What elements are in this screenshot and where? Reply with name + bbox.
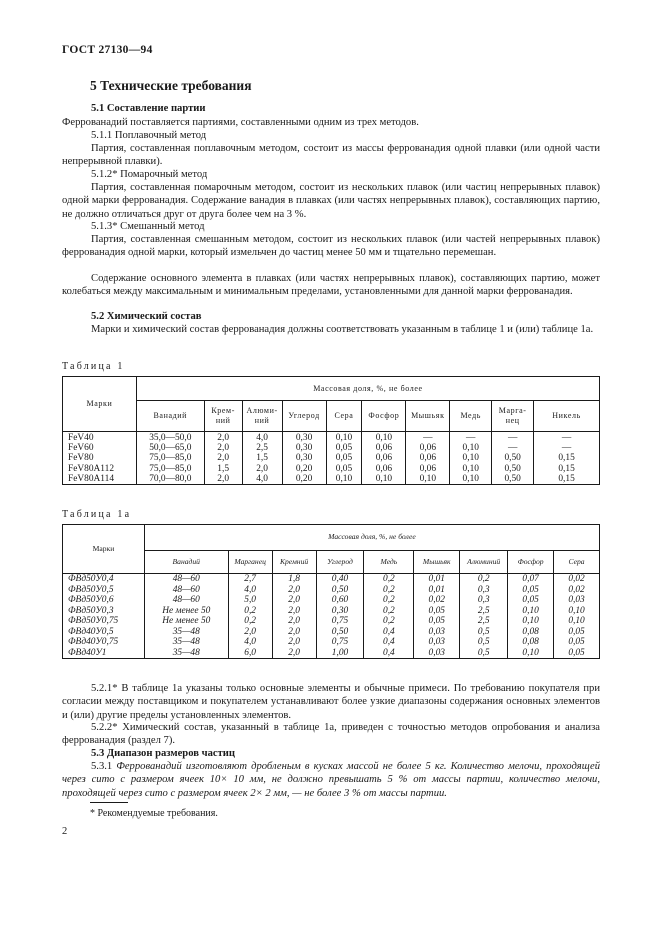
table-1-value-cell: 0,10	[450, 453, 492, 463]
table-1-value-cell: 2,0	[204, 443, 242, 453]
paragraph-5-2-2: 5.2.2* Химический состав, указанный в таблице 1а, приведен с точностью методов опробования и анализа феррованадия (раздел 7).	[62, 722, 600, 747]
table-1a-value-cell: 35—48	[144, 627, 228, 638]
table-1a-mark-cell: ФВд40У0,75	[63, 637, 145, 648]
paragraph-5-1-1: Партия, составленная поплавочным методом, состоит из массы феррованадия одной плавки (или одной части непрерывной плавки).	[62, 143, 600, 168]
subsection-title-5-1-1: 5.1.1 Поплавочный метод	[91, 130, 207, 141]
table-1-column-header: Никель	[534, 401, 600, 432]
table-1a-value-cell: 0,01	[414, 585, 460, 596]
table-1a-value-cell: 4,0	[228, 637, 272, 648]
table-row	[63, 595, 600, 606]
table-1a-value-cell: 0,2	[364, 574, 414, 585]
table-1a-value-cell: 0,05	[414, 606, 460, 617]
table-1a-value-cell: 0,2	[228, 616, 272, 627]
table-1-value-cell: 0,10	[450, 464, 492, 474]
table-1-value-cell: 0,10	[362, 474, 406, 485]
table-1a-value-cell: 0,4	[364, 627, 414, 638]
table-1a-mark-cell: ФВд50У0,5	[63, 585, 145, 596]
table-1-value-cell: 0,30	[282, 443, 326, 453]
table-1-value-cell: 0,20	[282, 464, 326, 474]
table-1-value-cell: 35,0—50,0	[136, 432, 204, 444]
table-1a-value-cell: 2,0	[228, 627, 272, 638]
paragraph-5-1-2: Партия, составленная помарочным методом, состоит из нескольких плавок (или частиц непрерывных плавок) одной марки феррованадия. Содержание ванадия в плавках (или частях непрерывных плавок), составляющих партию, не должно отличаться друг от друга более чем на 3 %.	[62, 182, 600, 220]
table-1a-value-cell: 0,03	[414, 648, 460, 659]
table-1a-value-cell: Не менее 50	[144, 616, 228, 627]
table-1a-value-cell: 0,10	[554, 616, 600, 627]
paragraph-5-3-1-text: Феррованадий изготовляют дробленым в кусках массой не более 5 кг. Количество мелочи, проходящей через сито с размером ячеек 10× 10 мм, не должно превышать 5 % от массы партии, количество мелочи, проходящей через сито с размером ячеек 2× 2 мм, — не более 3 % от массы партии.	[62, 761, 600, 799]
table-row	[63, 648, 600, 659]
table-1-value-cell: 0,06	[406, 464, 450, 474]
table-1-marks-header: Марки	[63, 377, 137, 432]
table-1	[62, 376, 600, 485]
table-1-value-cell: 75,0—85,0	[136, 464, 204, 474]
table-1a-caption: Таблица 1а	[62, 509, 132, 520]
table-1-value-cell: 1,5	[204, 464, 242, 474]
table-1a-value-cell: 0,03	[414, 637, 460, 648]
table-1-column-header: Алюми- ний	[242, 401, 282, 432]
table-row	[63, 627, 600, 638]
table-1-value-cell: 0,50	[492, 464, 534, 474]
table-1-value-cell: 4,0	[242, 432, 282, 444]
table-1a-value-cell: 0,3	[460, 595, 508, 606]
table-1a-value-cell: 48—60	[144, 585, 228, 596]
table-1a	[62, 524, 600, 659]
table-1a-value-cell: 0,08	[508, 637, 554, 648]
table-1-value-cell: 0,10	[450, 474, 492, 485]
table-1-value-cell: 0,10	[406, 474, 450, 485]
table-1a-value-cell: 0,50	[316, 627, 364, 638]
table-1a-value-cell: 0,02	[554, 585, 600, 596]
table-1-value-cell: 0,05	[326, 443, 362, 453]
table-1a-value-cell: 0,02	[414, 595, 460, 606]
table-1a-value-cell: 2,0	[272, 606, 316, 617]
subsection-title-5-1-2: 5.1.2* Помарочный метод	[91, 169, 208, 180]
table-1a-value-cell: 0,10	[508, 648, 554, 659]
table-1-value-cell: 0,10	[326, 474, 362, 485]
table-1-value-cell: —	[492, 443, 534, 453]
table-1a-marks-header: Марки	[63, 525, 145, 574]
table-1-value-cell: 0,06	[362, 443, 406, 453]
paragraph-5-3-1-number: 5.3.1	[91, 761, 113, 772]
table-1a-value-cell: 48—60	[144, 574, 228, 585]
table-row	[63, 464, 600, 474]
table-1a-group-header: Массовая доля, %, не более	[144, 525, 599, 551]
table-1a-mark-cell: ФВд40У0,5	[63, 627, 145, 638]
table-1a-value-cell: 0,05	[554, 627, 600, 638]
table-1a-column-header: Алюминий	[460, 550, 508, 573]
table-1a-value-cell: 35—48	[144, 648, 228, 659]
table-1a-value-cell: 0,75	[316, 616, 364, 627]
paragraph-5-2-1: 5.2.1* В таблице 1а указаны только основные элементы и обычные примеси. По требованию покупателя при согласии между поставщиком и покупателем устанавливают более узкие диапазоны содержания основных элементов и (или) другие пределы установленных элементов.	[62, 683, 600, 721]
table-1a-value-cell: 2,5	[460, 616, 508, 627]
paragraph-5-1: Феррованадий поставляется партиями, составленными одним из трех методов.	[62, 117, 419, 128]
table-1-value-cell: 0,30	[282, 453, 326, 463]
table-1a-mark-cell: ФВд40У1	[63, 648, 145, 659]
table-1a-value-cell: 0,07	[508, 574, 554, 585]
table-1-value-cell: —	[450, 432, 492, 444]
table-1-mark-cell: FeV80A112	[63, 464, 137, 474]
footnote: * Рекомендуемые требования.	[90, 808, 218, 819]
table-1a-value-cell: 0,05	[508, 585, 554, 596]
table-1a-value-cell: 0,2	[228, 606, 272, 617]
table-1a-value-cell: 0,50	[316, 585, 364, 596]
table-1a-mark-cell: ФВд50У0,6	[63, 595, 145, 606]
table-1a-value-cell: 0,2	[364, 595, 414, 606]
table-1a-value-cell: 6,0	[228, 648, 272, 659]
table-1-value-cell: 0,15	[534, 474, 600, 485]
table-1-caption: Таблица 1	[62, 361, 125, 372]
table-1a-value-cell: 2,0	[272, 637, 316, 648]
table-1a-column-header: Ванадий	[144, 550, 228, 573]
table-1-value-cell: 4,0	[242, 474, 282, 485]
table-1a-value-cell: 2,7	[228, 574, 272, 585]
table-1-mark-cell: FeV80	[63, 453, 137, 463]
table-1-value-cell: 1,5	[242, 453, 282, 463]
table-1a-value-cell: 2,0	[272, 648, 316, 659]
table-1-value-cell: 2,5	[242, 443, 282, 453]
table-1a-value-cell: 0,4	[364, 637, 414, 648]
table-row	[63, 606, 600, 617]
table-1-column-header: Марга- нец	[492, 401, 534, 432]
table-1a-value-cell: 0,2	[460, 574, 508, 585]
table-1a-value-cell: 0,2	[364, 606, 414, 617]
subsection-title-5-3: 5.3 Диапазон размеров частиц	[91, 748, 235, 759]
subsection-title-5-2: 5.2 Химический состав	[91, 311, 202, 322]
table-1a-value-cell: 1,8	[272, 574, 316, 585]
table-1-value-cell: 0,06	[406, 453, 450, 463]
table-1a-value-cell: 0,01	[414, 574, 460, 585]
table-1a-value-cell: 0,08	[508, 627, 554, 638]
table-1-value-cell: 2,0	[204, 453, 242, 463]
table-1a-value-cell: 35—48	[144, 637, 228, 648]
table-1a-value-cell: 0,10	[508, 606, 554, 617]
table-1a-value-cell: 0,75	[316, 637, 364, 648]
table-1a-mark-cell: ФВд50У0,3	[63, 606, 145, 617]
paragraph-5-2: Марки и химический состав феррованадия должны соответствовать указанным в таблице 1 и (или) таблице 1а.	[91, 324, 594, 335]
table-1a-value-cell: 0,03	[414, 627, 460, 638]
table-1a-value-cell: 0,02	[554, 574, 600, 585]
table-1-value-cell: 0,50	[492, 453, 534, 463]
table-1-value-cell: 0,30	[282, 432, 326, 444]
table-row	[63, 616, 600, 627]
table-1-column-header: Сера	[326, 401, 362, 432]
table-1a-value-cell: 0,05	[554, 648, 600, 659]
section-title: 5 Технические требования	[90, 78, 252, 93]
table-1-value-cell: 0,10	[326, 432, 362, 444]
table-1a-value-cell: 0,40	[316, 574, 364, 585]
table-1a-value-cell: 0,2	[364, 616, 414, 627]
table-1-value-cell: 0,06	[362, 453, 406, 463]
table-1a-value-cell: 0,30	[316, 606, 364, 617]
table-1a-value-cell: 0,60	[316, 595, 364, 606]
paragraph-5-1-3-b: Содержание основного элемента в плавках (или частях непрерывных плавок), составляющих партию, может колебаться между максимальным и минимальным пределами, установленными для данной марки феррованадия.	[62, 273, 600, 298]
table-1a-value-cell: 0,5	[460, 648, 508, 659]
table-1a-value-cell: 0,10	[554, 606, 600, 617]
table-row	[63, 574, 600, 585]
document-code-header: ГОСТ 27130—94	[62, 44, 153, 56]
footnote-divider	[90, 802, 128, 803]
table-1a-column-header: Мышьяк	[414, 550, 460, 573]
table-row	[63, 453, 600, 463]
table-1a-column-header: Углерод	[316, 550, 364, 573]
table-1-value-cell: 2,0	[204, 432, 242, 444]
table-1-mark-cell: FeV80A114	[63, 474, 137, 485]
table-1-value-cell: 2,0	[204, 474, 242, 485]
table-1a-value-cell: 1,00	[316, 648, 364, 659]
table-1-value-cell: 0,50	[492, 474, 534, 485]
table-1a-value-cell: 2,0	[272, 585, 316, 596]
table-1-value-cell: —	[534, 432, 600, 444]
table-1-value-cell: —	[534, 443, 600, 453]
table-1a-value-cell: 2,0	[272, 627, 316, 638]
table-1a-value-cell: 2,5	[460, 606, 508, 617]
table-1-value-cell: 0,15	[534, 453, 600, 463]
table-1-mark-cell: FeV60	[63, 443, 137, 453]
table-1-column-header: Ванадий	[136, 401, 204, 432]
table-row	[63, 474, 600, 485]
table-1-value-cell: 0,10	[450, 443, 492, 453]
table-1a-value-cell: 0,4	[364, 648, 414, 659]
table-1-column-header: Медь	[450, 401, 492, 432]
table-1-value-cell: 75,0—85,0	[136, 453, 204, 463]
subsection-title-5-1: 5.1 Составление партии	[91, 103, 206, 114]
paragraph-5-3-1	[62, 760, 600, 800]
table-1a-column-header: Марганец	[228, 550, 272, 573]
table-1a-mark-cell: ФВд50У0,75	[63, 616, 145, 627]
table-row	[63, 585, 600, 596]
table-1a-value-cell: 0,5	[460, 637, 508, 648]
table-row	[63, 443, 600, 453]
table-1-mark-cell: FeV40	[63, 432, 137, 444]
table-1a-value-cell: 2,0	[272, 616, 316, 627]
table-1-group-header: Массовая доля, %, не более	[136, 377, 599, 401]
table-1a-value-cell: 2,0	[272, 595, 316, 606]
table-1-value-cell: 50,0—65,0	[136, 443, 204, 453]
subsection-title-5-1-3: 5.1.3* Смешанный метод	[91, 221, 205, 232]
table-1-value-cell: 2,0	[242, 464, 282, 474]
table-1a-value-cell: 5,0	[228, 595, 272, 606]
table-1-value-cell: 0,20	[282, 474, 326, 485]
table-1a-column-header: Медь	[364, 550, 414, 573]
table-1a-value-cell: 0,05	[414, 616, 460, 627]
table-1-value-cell: 0,15	[534, 464, 600, 474]
paragraph-5-1-3: Партия, составленная смешанным методом, состоит из нескольких плавок (или частей непрерывных плавок) феррованадия одной марки, который измельчен до частиц менее 50 мм и тщательно перемешан.	[62, 234, 600, 259]
table-1a-mark-cell: ФВд50У0,4	[63, 574, 145, 585]
table-1a-value-cell: Не менее 50	[144, 606, 228, 617]
table-row	[63, 637, 600, 648]
table-1a-value-cell: 0,03	[554, 595, 600, 606]
table-1-column-header: Крем- ний	[204, 401, 242, 432]
table-1-value-cell: 0,06	[406, 443, 450, 453]
table-row	[63, 432, 600, 444]
table-1-value-cell: —	[406, 432, 450, 444]
table-1-value-cell: 0,05	[326, 464, 362, 474]
table-1a-column-header: Фосфор	[508, 550, 554, 573]
table-1-column-header: Фосфор	[362, 401, 406, 432]
table-1a-value-cell: 0,05	[554, 637, 600, 648]
table-1a-value-cell: 0,2	[364, 585, 414, 596]
table-1-value-cell: 0,06	[362, 464, 406, 474]
table-1-value-cell: 0,10	[362, 432, 406, 444]
table-1a-value-cell: 0,5	[460, 627, 508, 638]
page-number: 2	[62, 826, 68, 837]
table-1a-value-cell: 4,0	[228, 585, 272, 596]
table-1-value-cell: 0,05	[326, 453, 362, 463]
table-1-column-header: Углерод	[282, 401, 326, 432]
table-1a-column-header: Сера	[554, 550, 600, 573]
table-1a-column-header: Кремний	[272, 550, 316, 573]
table-1a-value-cell: 48—60	[144, 595, 228, 606]
table-1a-value-cell: 0,3	[460, 585, 508, 596]
table-1a-value-cell: 0,10	[508, 616, 554, 627]
table-1-column-header: Мышьяк	[406, 401, 450, 432]
table-1-value-cell: 70,0—80,0	[136, 474, 204, 485]
table-1a-value-cell: 0,05	[508, 595, 554, 606]
table-1-value-cell: —	[492, 432, 534, 444]
